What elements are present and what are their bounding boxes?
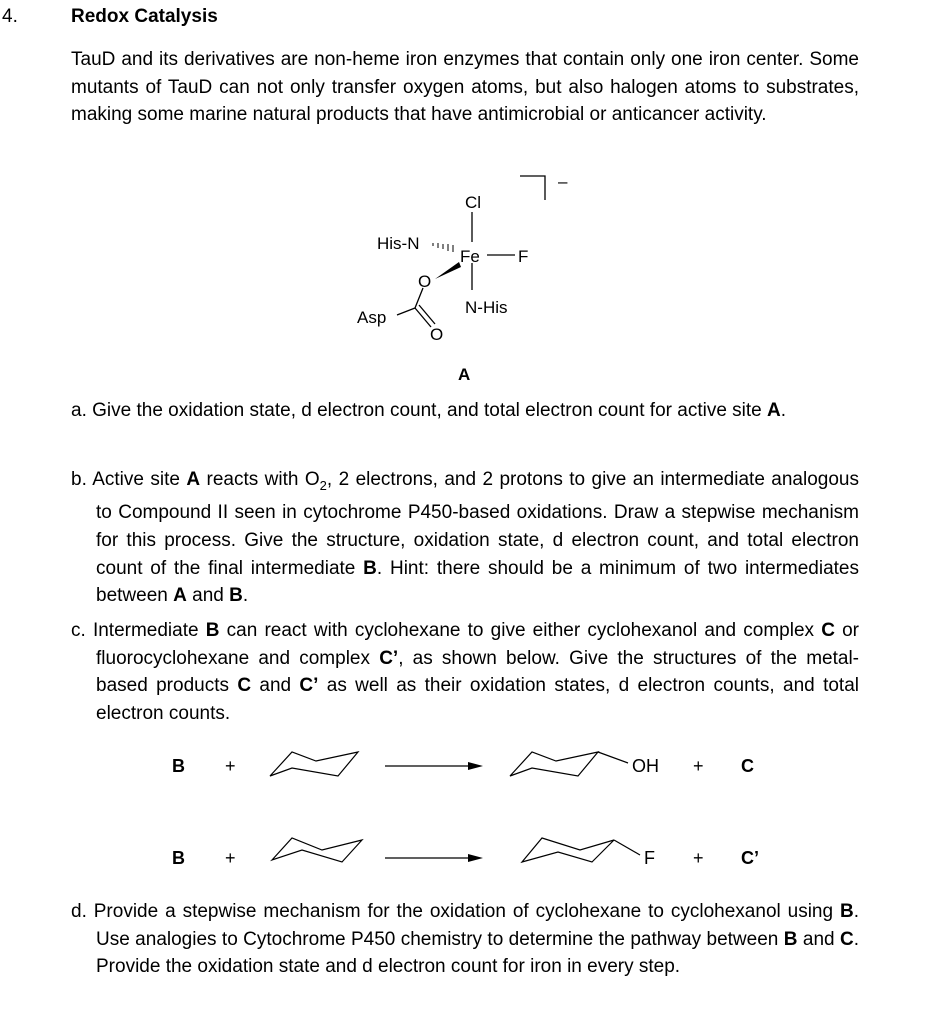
r1-product-c: C (741, 756, 754, 776)
part-b-text: . Hint: there should be a minimum of two intermediates between (96, 557, 859, 607)
fe-atom: Fe (460, 247, 480, 266)
part-c-bold: B (205, 620, 220, 641)
part-c-text: can react with cyclohexane to give either cyclohexanol and complex (219, 620, 822, 641)
part-b-text: , 2 electrons, and 2 protons to give an intermediate analogous to Compound II seen in cytochrome P450-based oxidations. Draw a stepwise mechanism for this process. Give the structure, oxidation state, d electron count, and total electron count of the final intermediate (96, 469, 859, 579)
part-d (71, 898, 859, 981)
r1-plus-2: + (693, 756, 704, 776)
c-o-double-2 (419, 305, 435, 324)
charge-minus: – (558, 172, 568, 191)
asp-c-bond (397, 308, 415, 315)
r2-fluorocyclohexane-ring (522, 838, 614, 862)
part-b-bold: B (229, 585, 243, 607)
part-b (71, 466, 859, 610)
part-b-text: . (242, 585, 249, 607)
part-d-text: d. Provide a stepwise mechanism for the oxidation of cyclohexane to cyclohexanol using (71, 901, 840, 922)
part-b-subscript: 2 (319, 477, 327, 493)
asp-label: Asp (357, 308, 387, 327)
part-d-bold: C (839, 928, 854, 950)
part-c-text: or fluorocyclohexane and complex (96, 620, 860, 669)
his-n-label: His-N (377, 234, 420, 253)
r1-plus-1: + (225, 756, 236, 776)
r2-product-c-prime: C’ (741, 848, 759, 868)
r1-cyclohexanol-ring (510, 752, 598, 776)
part-c-bold: C’ (299, 675, 319, 697)
part-c (71, 617, 859, 727)
part-a-bold: A (767, 400, 781, 421)
part-c-bold: C (237, 675, 252, 697)
structure-a-label: A (458, 365, 471, 384)
part-a (71, 397, 859, 425)
r2-plus-1: + (225, 848, 236, 868)
charge-bracket (520, 176, 545, 200)
r1-reactant-b: B (172, 756, 185, 776)
part-c-text: as well as their oxidation states, d electron counts, and total electron counts. (96, 675, 859, 724)
question-number: 4. (2, 6, 18, 27)
part-d-bold: B (783, 928, 798, 950)
r1-cyclohexane (270, 752, 358, 776)
part-c-text: and (251, 675, 300, 697)
part-c-bold: C’ (379, 647, 399, 669)
part-d-bold: B (839, 901, 854, 922)
r1-c-oh-bond (598, 752, 628, 763)
cl-atom: Cl (465, 193, 482, 212)
part-a-text: . (780, 400, 787, 421)
r2-cyclohexane (272, 838, 362, 862)
r2-f: F (644, 848, 655, 868)
part-b-bold: B (363, 557, 377, 579)
part-d-text: . Use analogies to Cytochrome P450 chemistry to determine the pathway between (96, 901, 859, 950)
part-c-bold: C (821, 620, 835, 641)
f-atom: F (518, 247, 529, 266)
wedge-bond (435, 262, 461, 279)
r1-oh: OH (632, 756, 659, 776)
part-c-text: c. Intermediate (71, 620, 206, 641)
question-title: Redox Catalysis (71, 6, 218, 27)
part-b-text: and (186, 585, 230, 607)
reaction-1 (172, 752, 754, 776)
c-o-double-1 (415, 308, 431, 327)
part-a-text: a. Give the oxidation state, d electron count, and total electron count for active site (71, 400, 768, 421)
o-double-atom: O (430, 325, 444, 344)
n-his-label: N-His (465, 298, 508, 317)
part-d-text: and (797, 928, 840, 950)
r2-arrow-head (468, 854, 483, 862)
r2-reactant-b: B (172, 848, 185, 868)
r2-plus-2: + (693, 848, 704, 868)
question-intro: TauD and its derivatives are non-heme iron enzymes that contain only one iron center. Some mutants of TauD can not only transfer oxygen atoms, but also halogen atoms to substrates, making some marine natural products that have antimicrobial or anticancer activity. (71, 49, 859, 126)
r1-arrow-head (468, 762, 483, 770)
reaction-2 (172, 838, 759, 868)
part-b-bold: A (173, 585, 187, 607)
part-b-text: b. Active site (71, 469, 187, 490)
part-b-text: reacts with O (200, 469, 320, 490)
o-single-atom: O (418, 272, 432, 291)
part-d-text: . Provide the oxidation state and d electron count for iron in every step. (96, 928, 859, 978)
r2-c-f-bond (614, 840, 640, 855)
part-c-text: , as shown below. Give the structures of the metal-based products (96, 647, 860, 697)
part-b-bold: A (186, 469, 201, 490)
